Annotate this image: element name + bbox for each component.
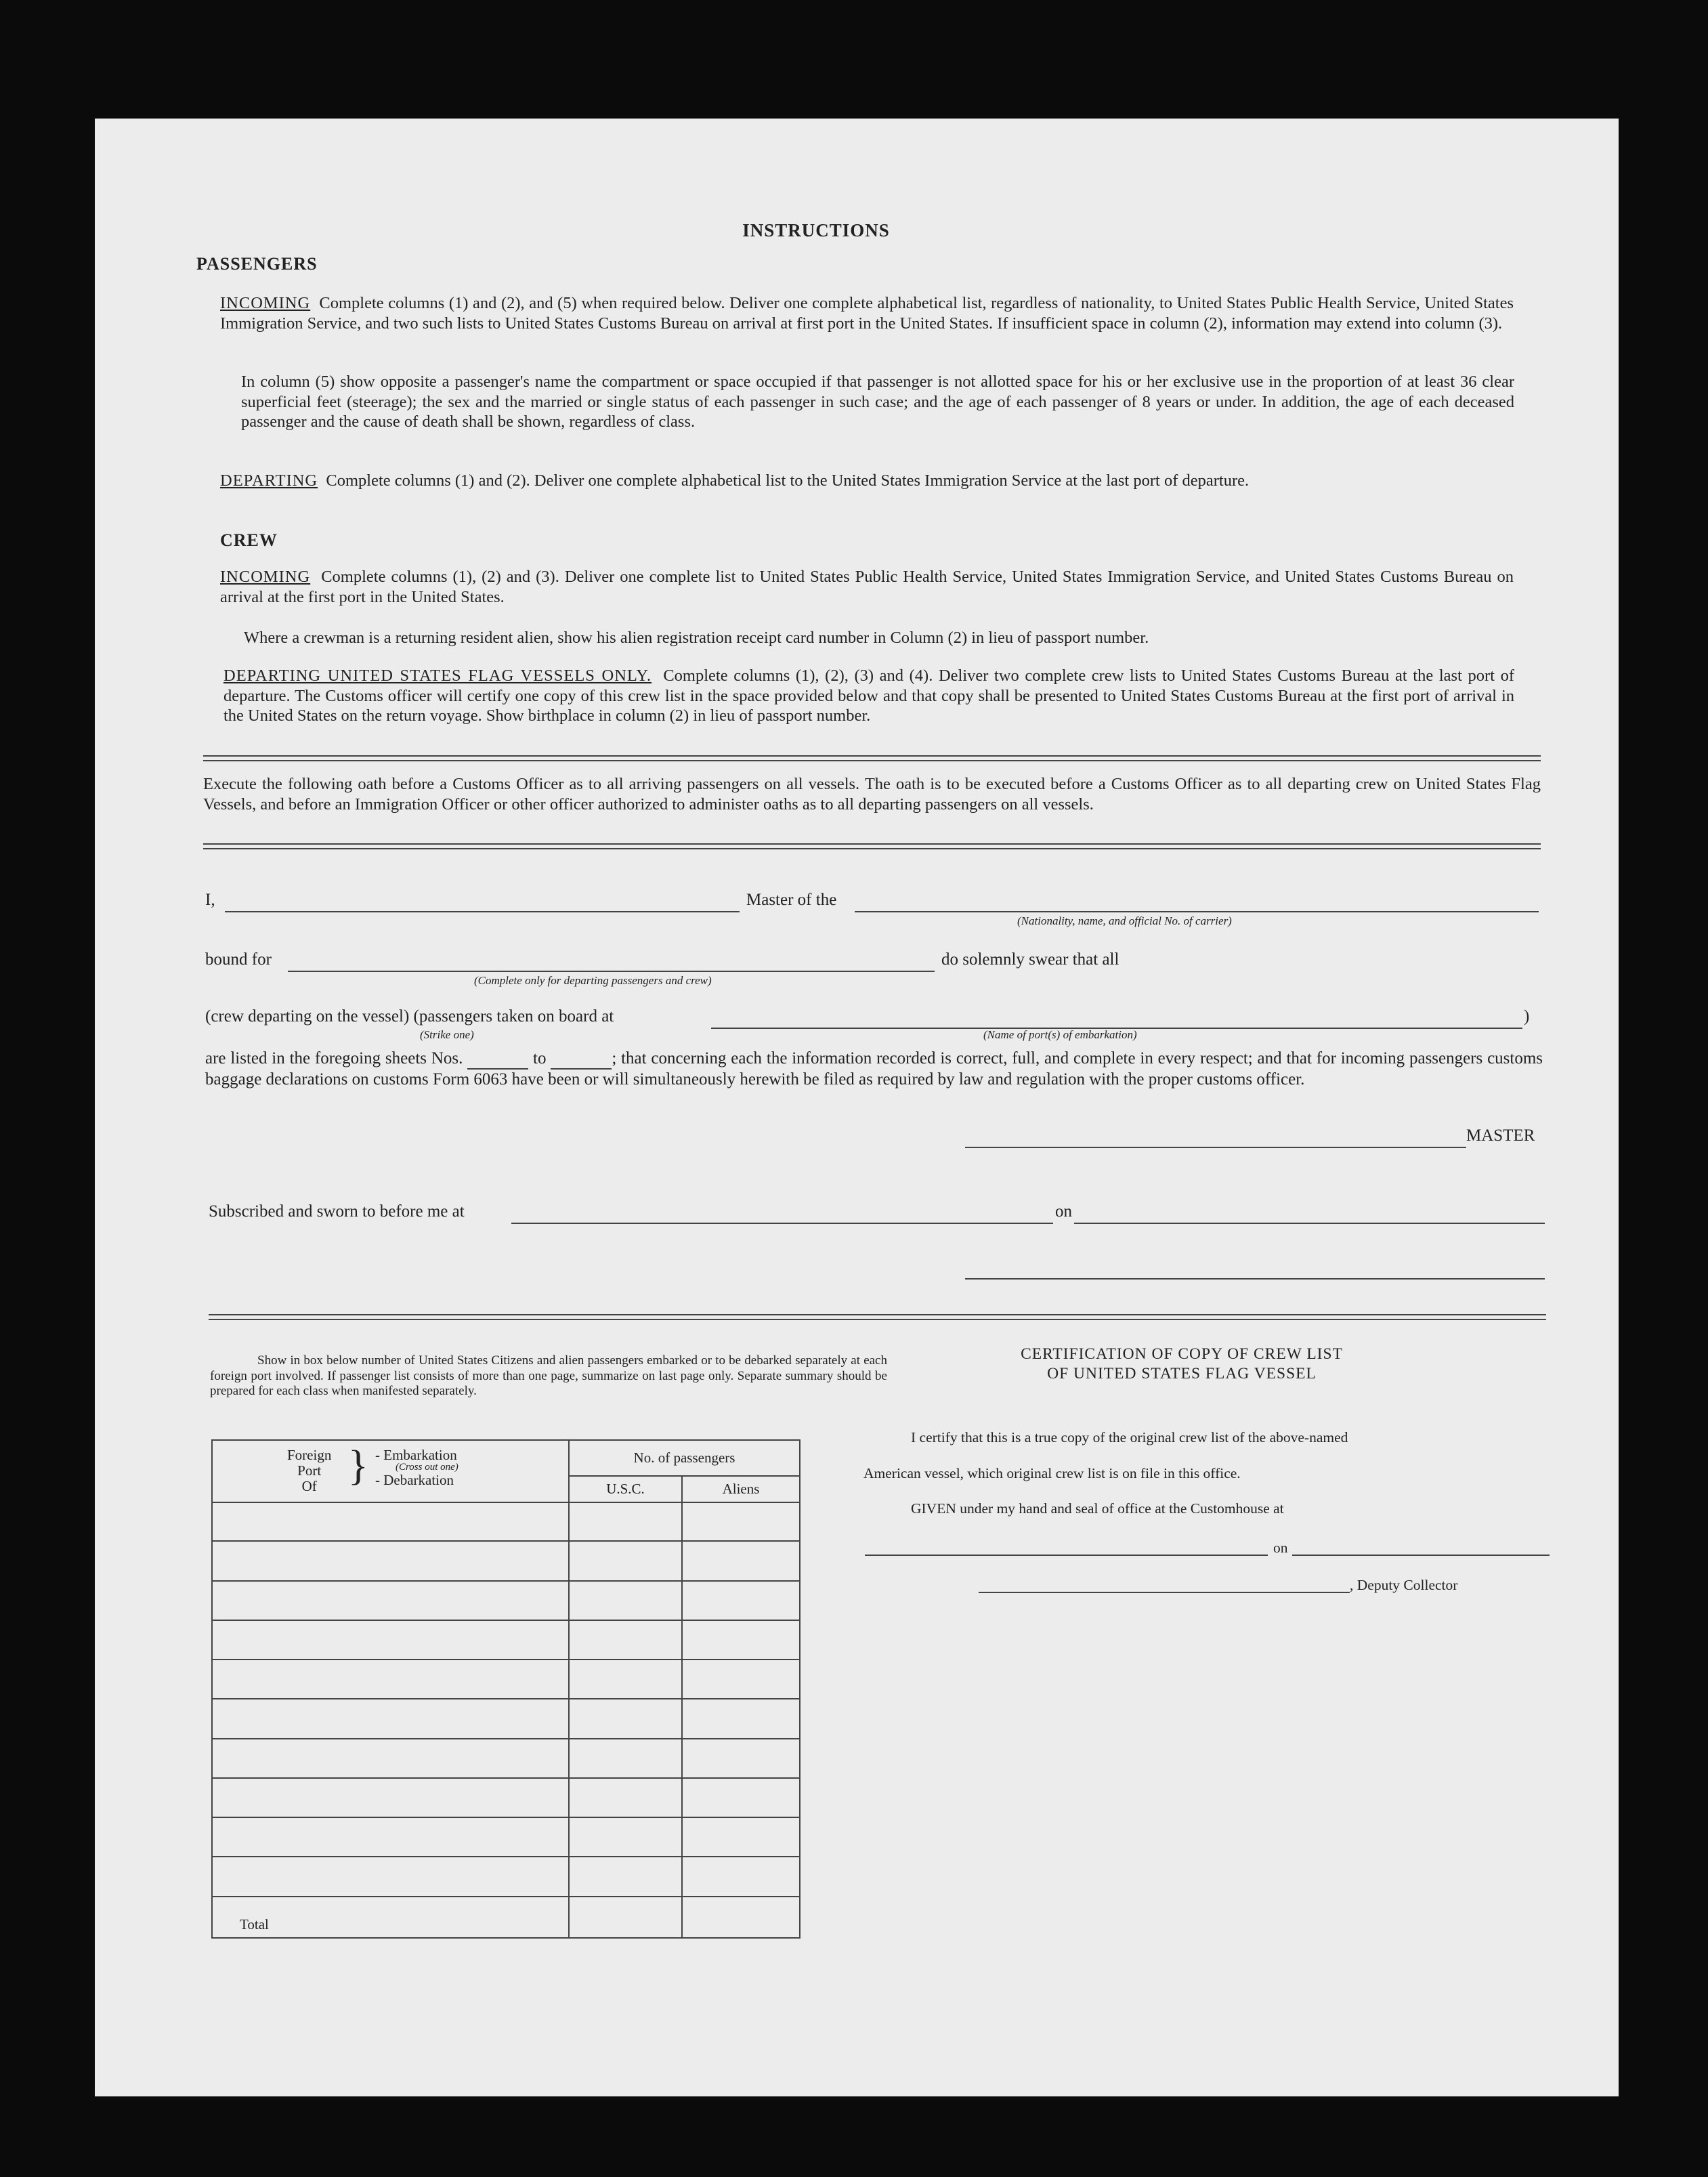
- bound-for-label: bound for: [205, 950, 272, 969]
- port-cell[interactable]: [212, 1581, 569, 1620]
- aliens-cell[interactable]: [682, 1778, 800, 1817]
- deputy-collector-label: , Deputy Collector: [1350, 1577, 1458, 1593]
- given-text: GIVEN under my hand and seal of office at the Customhouse at: [911, 1500, 1284, 1517]
- aliens-total-cell[interactable]: [682, 1897, 800, 1938]
- subscribed-label: Subscribed and sworn to before me at: [209, 1202, 465, 1221]
- master-of-label: Master of the: [746, 891, 837, 909]
- divider-rule: [203, 843, 1541, 845]
- aliens-cell[interactable]: [682, 1581, 800, 1620]
- certify-line1: I certify that this is a true copy of the original crew list of the above-named: [911, 1429, 1348, 1445]
- crew-incoming-lead: INCOMING: [220, 568, 311, 586]
- aliens-cell[interactable]: [682, 1699, 800, 1738]
- embarkation-label: - Embarkation: [375, 1447, 457, 1463]
- usc-header: U.S.C.: [569, 1476, 682, 1502]
- bound-for-field[interactable]: [288, 952, 935, 972]
- crew-departing-lead: DEPARTING UNITED STATES FLAG VESSELS ONLY.: [223, 667, 652, 685]
- usc-total-cell[interactable]: [569, 1897, 682, 1938]
- port-cell[interactable]: [212, 1739, 569, 1778]
- usc-cell[interactable]: [569, 1581, 682, 1620]
- listed-to: to: [533, 1049, 547, 1068]
- listed-text-b: ; that concerning each the information recorded is correct, full, and complete in every respect; and that for incoming passengers customs baggage declarations on customs Form 6063 have been or will simultaneously herewith be filed as required by law and regulation with the proper customs officer.: [205, 1049, 1543, 1088]
- no-passengers-header: No. of passengers: [569, 1440, 800, 1476]
- crew-departing-text: Complete columns (1), (2), (3) and (4). Deliver two complete crew lists to United States Customs Bureau at the last port of departure. The Customs officer will certify one copy of this crew list in the space provided below and that copy shall be presented to United States Customs Bureau at the first port of arrival in the United States on the return voyage. Show birthplace in column (2) in lieu of passport number.: [223, 667, 1514, 725]
- aliens-cell[interactable]: [682, 1817, 800, 1857]
- usc-cell[interactable]: [569, 1502, 682, 1541]
- aliens-cell[interactable]: [682, 1660, 800, 1699]
- usc-cell[interactable]: [569, 1857, 682, 1896]
- passengers-departing-lead: DEPARTING: [220, 471, 318, 490]
- passengers-departing-text: Complete columns (1) and (2). Deliver one complete alphabetical list to the United States Immigration Service at the last port of departure.: [326, 471, 1250, 490]
- sworn-place-field[interactable]: [511, 1204, 1053, 1224]
- deputy-signature-field[interactable]: [979, 1577, 1350, 1593]
- debarkation-label: - Debarkation: [375, 1472, 454, 1488]
- crew-departing-paragraph: [223, 666, 1514, 726]
- passengers-incoming-text: Complete columns (1) and (2), and (5) when required below. Deliver one complete alphabetical list, regardless of nationality, to United States Public Health Service, United States Immigration Service, and two such lists to United States Customs Bureau on arrival at first port in the United States. If insufficient space in column (2), information may extend into column (3).: [220, 294, 1514, 333]
- header-of: Of: [301, 1478, 317, 1494]
- listed-paragraph: [205, 1049, 1543, 1089]
- port-cell[interactable]: [212, 1502, 569, 1541]
- close-paren: ): [1524, 1007, 1530, 1026]
- port-cell[interactable]: [212, 1620, 569, 1660]
- embarkation-ports-field[interactable]: [711, 1009, 1522, 1029]
- listed-text-a: are listed in the foregoing sheets Nos.: [205, 1049, 463, 1068]
- swear-text: do solemnly swear that all: [941, 950, 1119, 969]
- crew-incoming-text: Complete columns (1), (2) and (3). Deliver one complete list to United States Public Health Service, United States Immigration Service, and United States Customs Bureau on arrival at the first port in the United States.: [220, 568, 1514, 606]
- passenger-summary-table: [211, 1439, 800, 1939]
- aliens-cell[interactable]: [682, 1541, 800, 1580]
- aliens-header: Aliens: [682, 1476, 800, 1502]
- master-label: MASTER: [1466, 1126, 1535, 1145]
- usc-cell[interactable]: [569, 1699, 682, 1738]
- cert-date-field[interactable]: [1292, 1540, 1550, 1556]
- total-label: Total: [212, 1897, 569, 1938]
- passengers-incoming-paragraph: [220, 293, 1514, 333]
- port-cell[interactable]: [212, 1817, 569, 1857]
- sheet-to-field[interactable]: [551, 1049, 612, 1070]
- usc-cell[interactable]: [569, 1817, 682, 1857]
- port-cell[interactable]: [212, 1660, 569, 1699]
- aliens-cell[interactable]: [682, 1620, 800, 1660]
- master-signature-field[interactable]: [965, 1128, 1466, 1148]
- certification-title-line1: CERTIFICATION OF COPY OF CREW LIST: [1021, 1345, 1343, 1363]
- oath-i-label: I,: [205, 891, 215, 909]
- summary-instruction: Show in box below number of United States Citizens and alien passengers embarked or to be debarked separately at each foreign port involved. If passenger list consists of more than one page, summarize on last page only. Separate summary should be prepared for each class when manifested separately.: [210, 1353, 887, 1398]
- usc-cell[interactable]: [569, 1778, 682, 1817]
- usc-cell[interactable]: [569, 1620, 682, 1660]
- form-sheet: [95, 119, 1619, 2096]
- passengers-incoming-lead: INCOMING: [220, 294, 311, 312]
- officer-signature-field[interactable]: [965, 1259, 1545, 1280]
- usc-cell[interactable]: [569, 1660, 682, 1699]
- sheet-from-field[interactable]: [467, 1049, 528, 1070]
- brace-icon: }: [348, 1443, 368, 1489]
- header-port: Port: [297, 1462, 322, 1479]
- resident-alien-paragraph: Where a crewman is a returning resident alien, show his alien registration receipt card number in Column (2) in lieu of passport number.: [244, 629, 1149, 647]
- sworn-date-field[interactable]: [1074, 1204, 1545, 1224]
- certification-title: [945, 1345, 1419, 1384]
- customhouse-field[interactable]: [865, 1540, 1268, 1556]
- aliens-cell[interactable]: [682, 1857, 800, 1896]
- crew-incoming-paragraph: [220, 567, 1514, 607]
- port-cell[interactable]: [212, 1541, 569, 1580]
- passengers-heading: PASSENGERS: [196, 254, 318, 274]
- header-foreign: Foreign: [287, 1447, 332, 1463]
- sworn-on-label: on: [1055, 1202, 1072, 1221]
- usc-cell[interactable]: [569, 1541, 682, 1580]
- divider-rule: [203, 755, 1541, 757]
- column5-paragraph: In column (5) show opposite a passenger's name the compartment or space occupied if that passenger is not allotted space for his or her exclusive use in the proportion of at least 36 clear superficial feet (steerage); the sex and the married or single status of each passenger in such case; and the age of each passenger of 8 years or under. In addition, the age of each deceased passenger and the cause of death shall be shown, regardless of class.: [241, 373, 1514, 431]
- aliens-cell[interactable]: [682, 1502, 800, 1541]
- port-cell[interactable]: [212, 1857, 569, 1896]
- passengers-departing-paragraph: [220, 471, 1514, 491]
- cross-out-caption: (Cross out one): [396, 1462, 458, 1473]
- crew-departing-strike-text: (crew departing on the vessel) (passengers taken on board at: [205, 1007, 614, 1026]
- bound-for-caption: (Complete only for departing passengers and crew): [474, 974, 712, 987]
- port-cell[interactable]: [212, 1699, 569, 1738]
- foreign-port-header: [212, 1440, 569, 1502]
- carrier-caption: (Nationality, name, and official No. of carrier): [1017, 914, 1232, 927]
- carrier-field[interactable]: [855, 892, 1539, 912]
- strike-one-caption: (Strike one): [420, 1028, 474, 1041]
- instructions-title: INSTRUCTIONS: [742, 220, 890, 240]
- crew-heading: CREW: [220, 530, 278, 550]
- oath-intro-paragraph: Execute the following oath before a Customs Officer as to all arriving passengers on all vessels. The oath is to be executed before a Customs Officer as to all departing crew on United States Flag Vessels, and before an Immigration Officer or other officer authorized to administer oaths as to all departing passengers on all vessels.: [203, 775, 1541, 813]
- master-name-field[interactable]: [225, 892, 740, 912]
- aliens-cell[interactable]: [682, 1739, 800, 1778]
- usc-cell[interactable]: [569, 1739, 682, 1778]
- port-cell[interactable]: [212, 1778, 569, 1817]
- cert-on-label: on: [1273, 1540, 1288, 1556]
- ports-caption: (Name of port(s) of embarkation): [983, 1028, 1137, 1041]
- certification-title-line2: OF UNITED STATES FLAG VESSEL: [1047, 1365, 1317, 1382]
- certify-line2: American vessel, which original crew list is on file in this office.: [863, 1465, 1241, 1481]
- divider-rule: [209, 1314, 1546, 1315]
